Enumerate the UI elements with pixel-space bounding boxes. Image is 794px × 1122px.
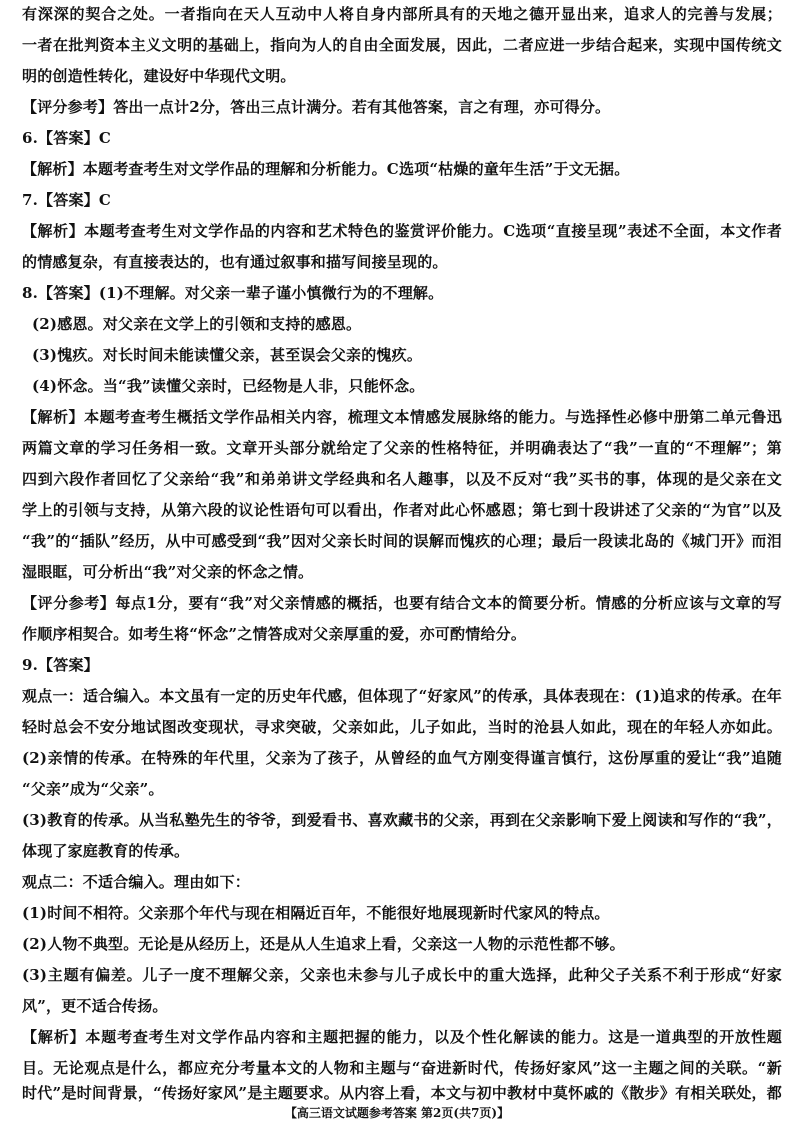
answer-q9: 9.【答案】 [22, 656, 99, 674]
answer-q7: 7.【答案】C [22, 191, 111, 209]
text-line: 作顺序相契合。如考生将“怀念”之情答成对父亲厚重的爱，亦可酌情给分。 [22, 625, 527, 643]
text-line: 体现了家庭教育的传承。 [22, 842, 190, 860]
text-line: “父亲”成为“父亲”。 [22, 780, 164, 798]
text-line: 一者在批判资本主义文明的基础上，指向为人的自由全面发展，因此，二者应进一步结合起来，实现中国传统文 [22, 36, 782, 54]
text-line: 轻时总会不安分地试图改变现状，寻求突破，父亲如此，儿子如此，当时的沧县人如此，现在的年轻人亦如此。 [22, 718, 782, 736]
analysis-q7: 【解析】本题考查考生对文学作品的内容和艺术特色的鉴赏评价能力。C选项“直接呈现”表述不全面，本文作者 [22, 222, 782, 240]
text-line: (2)感恩。对父亲在文学上的引领和支持的感恩。 [32, 315, 362, 333]
scoring-note: 【评分参考】答出一点计2分，答出三点计满分。若有其他答案，言之有理，亦可得分。 [22, 98, 611, 116]
text-line: (3)愧疚。对长时间未能读懂父亲，甚至误会父亲的愧疚。 [32, 346, 423, 364]
text-line: (2)亲情的传承。在特殊的年代里，父亲为了孩子，从曾经的血气方刚变得谨言慎行，这份厚重的爱让“我”追随 [22, 749, 782, 767]
analysis-q8: 【解析】本题考查考生概括文学作品相关内容，梳理文本情感发展脉络的能力。与选择性必修中册第二单元鲁迅 [22, 408, 782, 426]
text-line: 四到六段作者回忆了父亲给“我”和弟弟讲文学经典和名人趣事，以及不反对“我”买书的事，体现的是父亲在文 [22, 470, 782, 488]
scoring-note: 【评分参考】每点1分，要有“我”对父亲情感的概括，也要有结合文本的简要分析。情感的分析应该与文章的写 [22, 594, 782, 612]
text-line: (1)时间不相符。父亲那个年代与现在相隔近百年，不能很好地展现新时代家风的特点。 [22, 904, 610, 922]
text-line: 两篇文章的学习任务相一致。文章开头部分就给定了父亲的性格特征，并明确表达了“我”一直的“不理解”；第 [22, 439, 782, 457]
text-line: 目。无论观点是什么，都应充分考量本文的人物和主题与“奋进新时代，传扬好家风”这一主题之间的关联。“新 [22, 1059, 782, 1077]
text-line: (3)教育的传承。从当私塾先生的爷爷，到爱看书、喜欢藏书的父亲，再到在父亲影响下爱上阅读和写作的“我”， [22, 811, 782, 829]
analysis-q9: 【解析】本题考查考生对文学作品内容和主题把握的能力，以及个性化解读的能力。这是一道典型的开放性题 [22, 1028, 782, 1046]
text-line: 有深深的契合之处。一者指向在天人互动中人将自身内部所具有的天地之德开显出来，追求人的完善与发展； [22, 5, 782, 23]
text-line: 学上的引领与支持，从第六段的议论性语句可以看出，作者对此心怀感恩；第七到十段讲述了父亲的“为官”以及 [22, 501, 782, 519]
page-footer: 【高三语文试题参考答案 第2页(共7页)】 [284, 1106, 510, 1120]
viewpoint-one: 观点一：适合编入。本文虽有一定的历史年代感，但体现了“好家风”的传承，具体表现在：(1)追求的传承。在年 [22, 687, 782, 705]
text-line: (4)怀念。当“我”读懂父亲时，已经物是人非，只能怀念。 [32, 377, 425, 395]
text-line: 风”，更不适合传扬。 [22, 997, 168, 1015]
analysis-q6: 【解析】本题考查考生对文学作品的理解和分析能力。C选项“枯燥的童年生活”于文无据。 [22, 160, 630, 178]
answer-q6: 6.【答案】C [22, 129, 111, 147]
viewpoint-two: 观点二：不适合编入。理由如下： [22, 873, 251, 891]
text-line: (2)人物不典型。无论是从经历上，还是从人生追求上看，父亲这一人物的示范性都不够。 [22, 935, 625, 953]
text-line: 明的创造性转化，建设好中华现代文明。 [22, 67, 296, 85]
text-line: (3)主题有偏差。儿子一度不理解父亲，父亲也未参与儿子成长中的重大选择，此种父子关系不利于形成“好家 [22, 966, 782, 984]
answer-q8: 8.【答案】(1)不理解。对父亲一辈子谨小慎微行为的不理解。 [22, 284, 444, 302]
text-line: 时代”是时间背景，“传扬好家风”是主题要求。从内容上看，本文与初中教材中莫怀戚的《散步》有相关联处，都 [22, 1084, 782, 1102]
text-line: 的情感复杂，有直接表达的，也有通过叙事和描写间接呈现的。 [22, 253, 448, 271]
text-line: “我”的“插队”经历，从中可感受到“我”因对父亲长时间的误解而愧疚的心理；最后一段读北岛的《城门开》而泪 [22, 532, 782, 550]
text-line: 湿眼眶，可分析出“我”对父亲的怀念之情。 [22, 563, 314, 581]
